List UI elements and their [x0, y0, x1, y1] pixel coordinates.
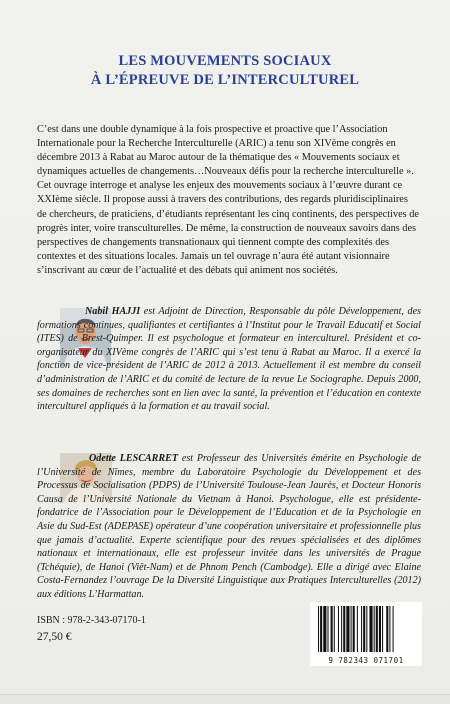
summary-block [37, 123, 420, 278]
author-name: Odette LESCARRET [89, 453, 179, 464]
barcode-bars [310, 602, 422, 656]
title-line-2: À L’ÉPREUVE DE L’INTERCULTUREL [90, 72, 360, 88]
summary-text: C’est dans une double dynamique à la fois prospective et proactive que l’Association Internationale pour la Recherche Interculturelle (ARIC) a tenu son XIVème congrès en décembre 2013 à Rabat au Maroc autour de la thématique des « Mouvements sociaux et dynamiques actuelles de changements…Nouveaux défis pour la recherche interculturelle ». Cet ouvrage interroge et analyse les enjeux des mouvements sociaux à l’œuvre durant ce XXIème siècle. Il propose aussi à travers des contributions, des regards pluridisciplinaires de chercheurs, de praticiens, d’étudiants représentant les cinq continents, des perspectives de progrès inter, voire transculturelles. De même, la construction de nouveaux savoirs dans des perspectives de changements transnationaux qui tiennent compte des complexités des contextes et des situations locales. Jamais un tel ouvrage n’aura été autant visionnaire s’inscrivant au cœur de l’actualité et des débats qui animent nos sociétés. [37, 124, 419, 276]
author-bio-text: est Adjoint de Direction, Responsable du pôle Développement, des formations continues, qualifiantes et certifiantes à l’Institut pour le Travail Educatif et Social (ITES) de Brest-Quimper. Il est psychologue et formateur en interculturel. Président et co-organisateur du XIVème congrès de l’ARIC qui s’est tenu à Rabat au Maroc. Il a exercé la fonction de vice-président de l’ARIC de 2012 à 2013. Actuellement il est membre du conseil d’administration de l’ARIC et du comité de lecture de la revue Le Sociographe. Depuis 2000, ses domaines de recherches sont en lien avec la santé, la prévention et l’éducation en contexte interculturel appliqués à la formation et au travail social. [37, 306, 421, 413]
book-title [0, 52, 450, 90]
barcode-number: 9 782343 071701 [328, 656, 404, 665]
author-bio-nabil-hajji [37, 305, 421, 414]
title-line-1: LES MOUVEMENTS SOCIAUX [118, 53, 332, 69]
author-bio-text: est Professeur des Universités émérite en Psychologie de l’Université de Nîmes, membre du Laboratoire Psychologie du Développement et des Processus de Socialisation (PDPS) de l’Université Toulouse-Jean Jaurès, et Docteur Honoris Causa de l’Université Nationale du Vietnam à Hanoi. Psychologue, elle est présidente-fondatrice de l’Association pour le Développement de l’Education et de la Psychologie en Asie du Sud-Est (ADEPASE) opérateur d’une coopération universitaire et professionnelle plus que jamais d’actualité. Experte scientifique pour des revues spécialisées et des diplômes nationaux et internationaux, elle est professeur invitée dans les universités de Prague (Tchéquie), de Hanoi (Viêt-Nam) et de Phnom Pench (Cambodge). Elle a dirigé avec Elaine Costa-Fernandez l’ouvrage De la Diversité Linguistique aux Pratiques Interculturelles (2012) aux éditions L’Harmattan. [37, 453, 421, 600]
price: 27,50 € [37, 631, 72, 643]
barcode [310, 602, 422, 666]
isbn: ISBN : 978-2-343-07170-1 [37, 615, 146, 626]
author-bio-odette-lescarret [37, 452, 421, 602]
author-name: Nabil HAJJI [85, 306, 141, 317]
